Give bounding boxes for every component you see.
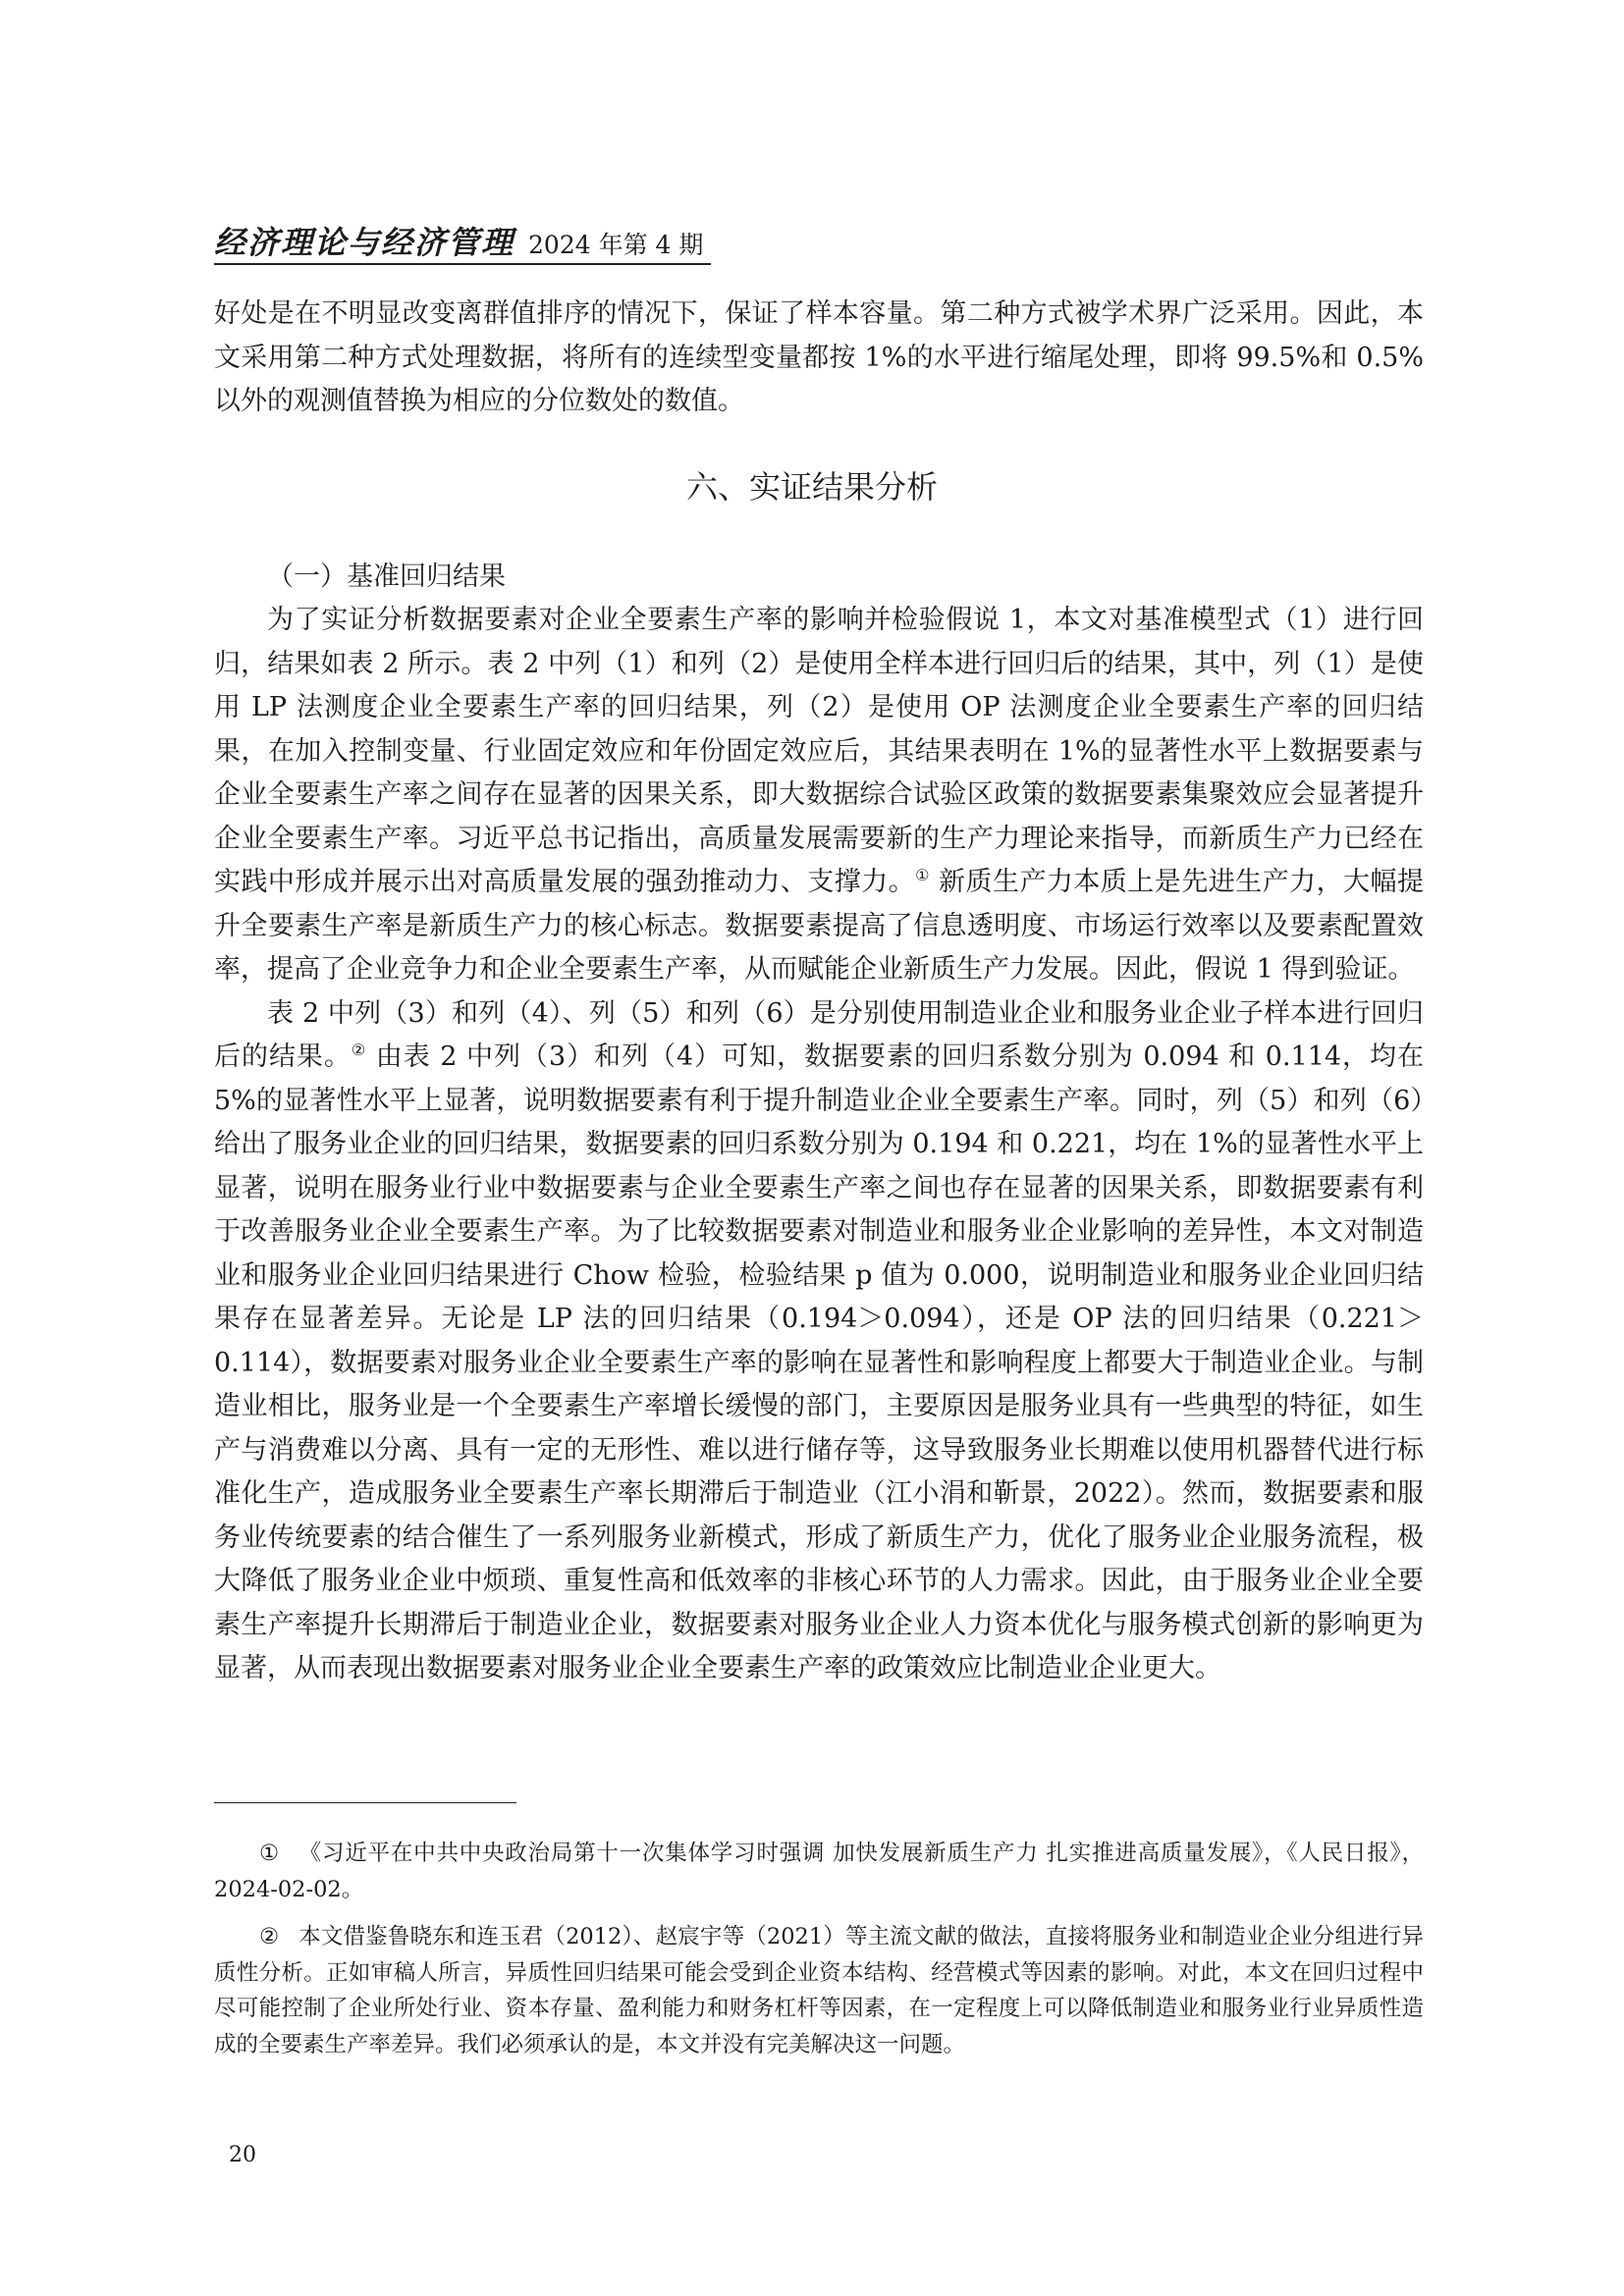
issue-label: 2024 年第 4 期 [528,231,704,259]
footnotes [214,1836,1424,2074]
paragraph-2-text-a: 表 2 中列（3）和列（4）、列（5）和列（6）是分别使用制造业企业和服务业企业子样本进行回归后的结果。 [214,997,1424,1072]
footnote-1 [214,1836,1424,1907]
footnote-ref-2[interactable]: ② [351,1041,367,1059]
subheading-baseline-regression: （一）基准回归结果 [267,561,506,592]
footnote-1-text: 《习近平在中共中央政治局第十一次集体学习时强调 加快发展新质生产力 扎实推进高质量发展》，《人民日报》，2024-02-02。 [214,1841,1424,1902]
paragraph-2-text-b: 由表 2 中列（3）和列（4）可知，数据要素的回归系数分别为 0.094 和 0.114，均在 5%的显著性水平上显著，说明数据要素有利于提升制造业企业全要素生产率。同时，列（5）和列（6）给出了服务业企业的回归结果，数据要素的回归系数分别为 0.194 和 0.221，均在 1%的显著性水平上显著，说明在服务业行业中数据要素与企业全要素生产率之间也存在显著的因果关系，即数据要素有利于改善服务业企业全要素生产率。为了比较数据要素对制造业和服务业企业影响的差异性，本文对制造业和服务业企业回归结果进行 Chow 检验，检验结果 p 值为 0.000，说明制造业和服务业企业回归结果存在显著差异。无论是 LP 法的回归结果（0.194＞0.094），还是 OP 法的回归结果（0.221＞0.114），数据要素对服务业企业全要素生产率的影响在显著性和影响程度上都要大于制造业企业。与制造业相比，服务业是一个全要素生产率增长缓慢的部门，主要原因是服务业具有一些典型的特征，如生产与消费难以分离、具有一定的无形性、难以进行储存等，这导致服务业长期难以使用机器替代进行标准化生产，造成服务业全要素生产率长期滞后于制造业（江小涓和靳景，2022）。然而，数据要素和服务业传统要素的结合催生了一系列服务业新模式，形成了新质生产力，优化了服务业企业服务流程，极大降低了服务业企业中烦琐、重复性高和低效率的非核心环节的人力需求。因此，由于服务业企业全要素生产率提升长期滞后于制造业企业，数据要素对服务业企业人力资本优化与服务模式创新的影响更为显著，从而表现出数据要素对服务业企业全要素生产率的政策效应比制造业企业更大。 [214,1041,1425,1683]
footnote-ref-1[interactable]: ① [915,866,930,884]
main-text [214,599,1424,1691]
intro-paragraph-block [214,293,1424,424]
paragraph-1-text-a: 为了实证分析数据要素对企业全要素生产率的影响并检验假说 1，本文对基准模型式（1）进行回归，结果如表 2 所示。表 2 中列（1）和列（2）是使用全样本进行回归后的结果，其中，列（1）是使用 LP 法测度企业全要素生产率的回归结果，列（2）是使用 OP 法测度企业全要素生产率的回归结果，在加入控制变量、行业固定效应和年份固定效应后，其结果表明在 1%的显著性水平上数据要素与企业全要素生产率之间存在显著的因果关系，即大数据综合试验区政策的数据要素集聚效应会显著提升企业全要素生产率。习近平总书记指出，高质量发展需要新的生产力理论来指导，而新质生产力已经在实践中形成并展示出对高质量发展的强劲推动力、支撑力。 [214,605,1424,897]
footnote-2-mark: ② [259,1924,280,1949]
footnote-divider [214,1802,516,1803]
paragraph-2 [214,992,1424,1691]
footnote-1-mark: ① [259,1841,280,1866]
paragraph-1 [214,599,1424,992]
journal-title: 经济理论与经济管理 [214,224,515,261]
page-number: 20 [229,2143,256,2167]
running-header [214,218,711,265]
footnote-2-text: 本文借鉴鲁晓东和连玉君（2012）、赵宸宇等（2021）等主流文献的做法，直接将服务业和制造业企业分组进行异质性分析。正如审稿人所言，异质性回归结果可能会受到企业资本结构、经营模式等因素的影响。对此，本文在回归过程中尽可能控制了企业所处行业、资本存量、盈利能力和财务杠杆等因素，在一定程度上可以降低制造业和服务业行业异质性造成的全要素生产率差异。我们必须承认的是，本文并没有完美解决这一问题。 [214,1924,1424,2057]
section-heading: 六、实证结果分析 [685,468,938,506]
paragraph-1-text-b: 新质生产力本质上是先进生产力，大幅提升全要素生产率是新质生产力的核心标志。数据要素提高了信息透明度、市场运行效率以及要素配置效率，提高了企业竞争力和企业全要素生产率，从而赋能企业新质生产力发展。因此，假说 1 得到验证。 [214,867,1424,985]
intro-paragraph: 好处是在不明显改变离群值排序的情况下，保证了样本容量。第二种方式被学术界广泛采用。因此，本文采用第二种方式处理数据，将所有的连续型变量都按 1%的水平进行缩尾处理，即将 99.5%和 0.5%以外的观测值替换为相应的分位数处的数值。 [214,298,1424,416]
footnote-2 [214,1919,1424,2062]
